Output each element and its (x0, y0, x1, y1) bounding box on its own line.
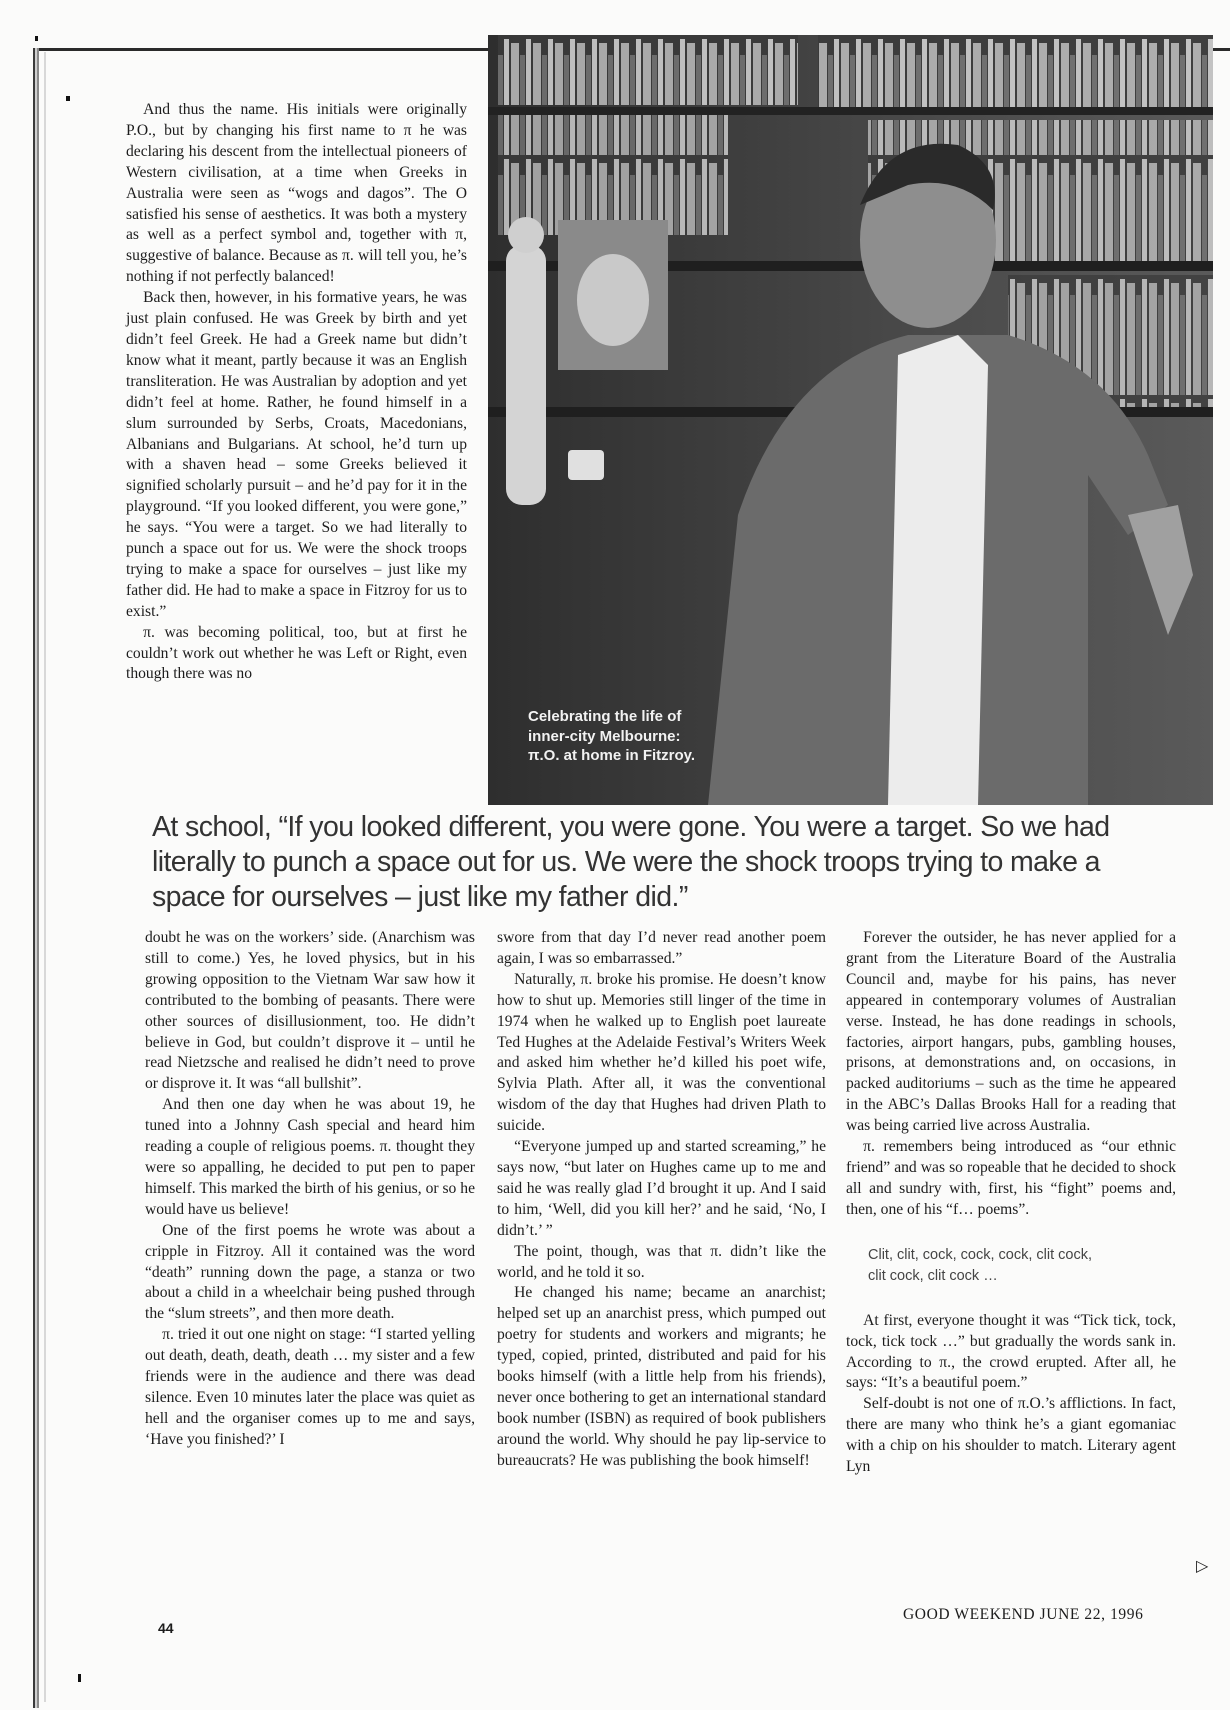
paragraph: Back then, however, in his formative years, he was just plain confused. He was Greek by birth and yet didn’t feel Greek. He had a Greek name but didn’t know what it meant, partly because it was an English transliteration. He was Australian by adoption and yet didn’t feel at home. Rather, he found himself in a slum surrounded by Serbs, Croats, Macedonians, Albanians and Bulgarians. At school, he’d turn up with a shaven head – some Greeks believed it signified scholarly pursuit – and he’d pay for it in the playground. “If you looked different, you were gone,” he says. “You were a target. So we had literally to punch a space out for us. We were the shock troops trying to make a space for ourselves – just like my father did. He had to make a space in Fitzroy for us to exist.” (126, 289, 467, 620)
page-number: 44 (158, 1620, 174, 1636)
scan-mark (35, 36, 38, 41)
continue-arrow-icon: ▷ (1196, 1556, 1209, 1575)
article-column-3 (497, 928, 826, 1472)
article-column-4 (846, 928, 1176, 1478)
paragraph: One of the first poems he wrote was about a cripple in Fitzroy. All it contained was the word “death” running down the page, a stanza or two about a child in a wheelchair being pushed through the “slum streets”, and then more death. (145, 1221, 475, 1323)
left-binding-edge (33, 48, 39, 1708)
poem-line: Clit, clit, cock, cock, cock, clit cock, (868, 1246, 1092, 1263)
portrait-photo (488, 35, 1213, 805)
article-column-2 (145, 928, 475, 1451)
paragraph: doubt he was on the workers’ side. (Anarchism was still to come.) Yes, he loved physics, but in his growing opposition to the Vietnam War saw how it contributed to the bombing of peasants. There were other sources of disillusionment, too. He didn’t believe in God, but couldn’t disprove it – until he read Nietzsche and realised he didn’t need to prove or disprove it. It was “all bullshit”. (145, 929, 475, 1093)
paragraph: The point, though, was that π. didn’t like the world, and he told it so. (497, 1242, 826, 1281)
paragraph: Naturally, π. broke his promise. He doesn’t know how to shut up. Memories still linger of the time in 1974 when he walked up to English poet laureate Ted Hughes at the Adelaide Festival’s Writers Week and asked him whether he’d killed his poet wife, Sylvia Plath. After all, it was the conventional wisdom of the day that Hughes had driven Plath to suicide. (497, 970, 826, 1135)
paragraph: π. was becoming political, too, but at first he couldn’t work out whether he was Left or Right, even though there was no (126, 623, 467, 683)
paragraph: Self-doubt is not one of π.O.’s afflictions. In fact, there are many who think he’s a giant egomaniac with a chip on his shoulder to match. Literary agent Lyn (846, 1395, 1176, 1476)
paragraph: He changed his name; became an anarchist; helped set up an anarchist press, which pumped out poetry for students and workers and migrants; he typed, copied, printed, distributed and paid for his books himself (with a little help from his friends), never once bothering to get an international standard book number (ISBN) as required of book publishers around the world. Why should he pay lip-service to bureaucrats? He was publishing the book himself! (497, 1284, 826, 1469)
paragraph: swore from that day I’d never read another poem again, I was so embarrassed.” (497, 929, 826, 967)
paragraph: And thus the name. His initials were originally P.O., but by changing his first name to π he was declaring his descent from the intellectual pioneers of Western civilisation, at a time when Greeks in Australia were seen as “wogs and dagos”. The O satisfied his sense of aesthetics. It was both a mystery as well as a perfect symbol and, together with π, suggestive of balance. Because as π. will tell you, he’s nothing if not perfectly balanced! (126, 101, 467, 286)
article-column-1 (126, 100, 467, 685)
paragraph: “Everyone jumped up and started screaming,” he says now, “but later on Hughes came up to me and said he was really glad I’d brought it up. And I said to him, ‘Well, did you kill her?’ and he said, ‘No, I didn’t.’ ” (497, 1138, 826, 1239)
left-binding-edge-inner (44, 52, 46, 1702)
paragraph: And then one day when he was about 19, he tuned into a Johnny Cash special and heard him reading a couple of religious poems. π. thought they were so appalling, he decided to put pen to paper himself. This marked the birth of his genius, or so he would have us believe! (145, 1096, 475, 1218)
paragraph: At first, everyone thought it was “Tick tick, tock, tock, tick tock …” but gradually the words sank in. According to π., the crowd erupted. After all, he says: “It’s a beautiful poem.” (846, 1311, 1176, 1392)
paragraph: Forever the outsider, he has never applied for a grant from the Literature Board of the Australia Council and, maybe for his pains, has never appeared in contemporary volumes of Australian verse. Instead, he has done readings in schools, factories, airport hangars, pubs, gambling houses, prisons, at demonstrations and, on occasions, in packed auditoriums – such as the time he appeared in the ABC’s Dallas Brooks Hall for a reading that was being carried live across Australia. (846, 929, 1176, 1135)
photo-caption: Celebrating the life of inner-city Melbourne: π.O. at home in Fitzroy. (528, 708, 696, 764)
paragraph: π. remembers being introduced as “our ethnic friend” and was so ropeable that he decided to shock all and sundry with, first, his “fight” poems and, then, one of his “f… poems”. (846, 1138, 1176, 1218)
poem-excerpt (868, 1245, 1176, 1287)
scan-mark (66, 96, 70, 101)
scan-mark (78, 1674, 81, 1682)
photo-illustration (488, 35, 1213, 805)
poem-line: clit cock, clit cock … (868, 1267, 998, 1284)
paragraph: π. tried it out one night on stage: “I started yelling out death, death, death, death … my sister and a few friends were in the audience and there was dead silence. Even 10 minutes later the place was quiet as hell and the organiser comes up to me and says, ‘Have you finished?’ I (145, 1326, 475, 1448)
pull-quote: At school, “If you looked different, you were gone. You were a target. So we had literally to punch a space out for us. We were the shock troops trying to make a space for ourselves – just like my father did.” (152, 811, 1110, 913)
running-footer: GOOD WEEKEND JUNE 22, 1996 (903, 1606, 1144, 1623)
